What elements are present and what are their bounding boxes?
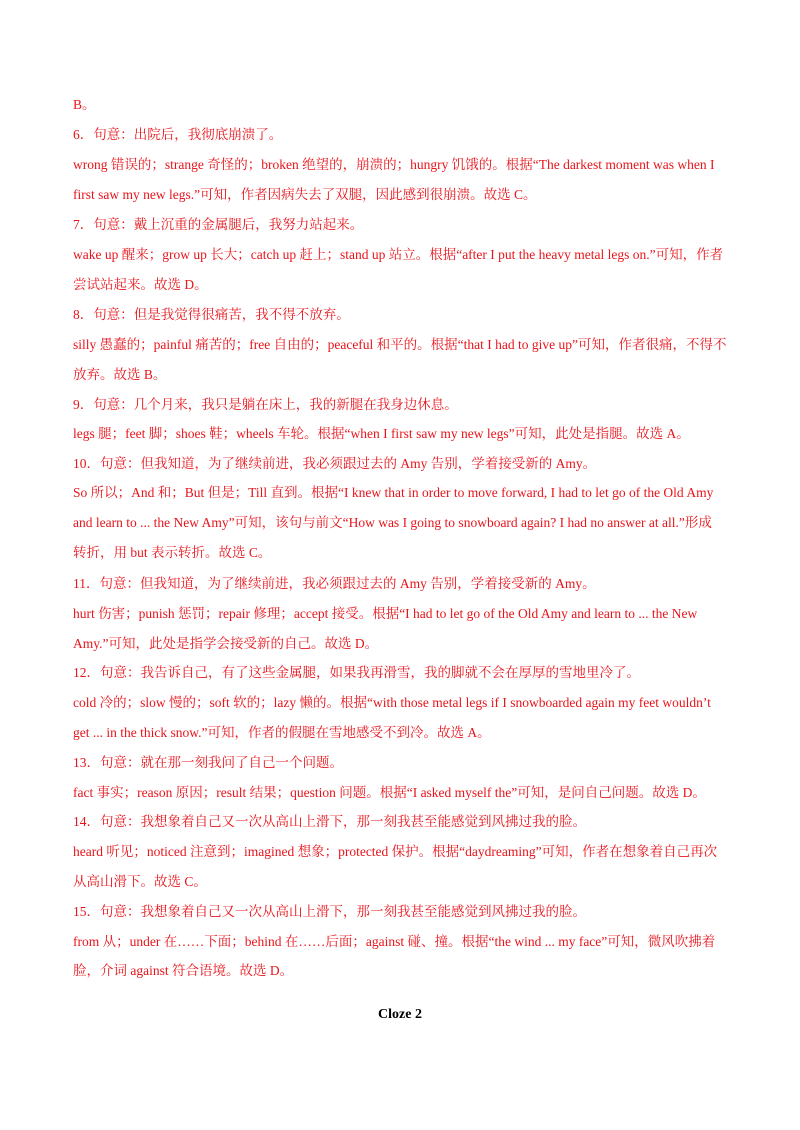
answer-line: fact 事实；reason 原因；result 结果；question 问题。根据“I asked myself the”可知，是问自己问题。故选 D。 [73,785,706,800]
answer-line: 13．句意：就在那一刻我问了自己一个问题。 [73,755,343,770]
answer-line: from 从；under 在……下面；behind 在……后面；against 碰、撞。根据“the wind ... my face”可知，微风吹拂着 [73,934,716,949]
answer-line: 9．句意：几个月来，我只是躺在床上，我的新腿在我身边休息。 [73,397,458,412]
answer-line: 脸，介词 against 符合语境。故选 D。 [73,963,294,978]
answer-line: B。 [73,97,96,112]
answer-line: 转折，用 but 表示转折。故选 C。 [73,545,272,560]
answer-line: 6．句意：出院后，我彻底崩溃了。 [73,127,283,142]
answer-line: 14．句意：我想象着自己又一次从高山上滑下，那一刻我甚至能感觉到风拂过我的脸。 [73,814,586,829]
answer-line: 尝试站起来。故选 D。 [73,277,208,292]
answer-line: 15．句意：我想象着自己又一次从高山上滑下，那一刻我甚至能感觉到风拂过我的脸。 [73,904,586,919]
answer-line: silly 愚蠢的；painful 痛苦的；free 自由的；peaceful 和平的。根据“that I had to give up”可知，作者很痛，不得不 [73,337,727,352]
answer-line: Amy.”可知，此处是指学会接受新的自己。故选 D。 [73,636,379,651]
answer-line: 放弃。故选 B。 [73,367,167,382]
answer-line: 12．句意：我告诉自己，有了这些金属腿，如果我再滑雪，我的脚就不会在厚厚的雪地里冷了。 [73,665,640,680]
answer-line: hurt 伤害；punish 惩罚；repair 修理；accept 接受。根据“I had to let go of the Old Amy and learn to ... the New [73,606,698,621]
answer-line: wake up 醒来；grow up 长大；catch up 赶上；stand up 站立。根据“after I put the heavy metal legs on.”可知，作者 [73,247,724,262]
answer-line: wrong 错误的；strange 奇怪的；broken 绝望的，崩溃的；hungry 饥饿的。根据“The darkest moment was when I [73,157,715,172]
answer-line: legs 腿；feet 脚；shoes 鞋；wheels 车轮。根据“when I first saw my new legs”可知，此处是指腿。故选 A。 [73,426,690,441]
answer-line: cold 冷的；slow 慢的；soft 软的；lazy 懒的。根据“with those metal legs if I snowboarded again my feet wouldn’t [73,695,711,710]
answer-line: get ... in the thick snow.”可知，作者的假腿在雪地感受不到冷。故选 A。 [73,725,491,740]
answer-line: 从高山滑下。故选 C。 [73,874,207,889]
answer-line: first saw my new legs.”可知，作者因病失去了双腿，因此感到很崩溃。故选 C。 [73,187,537,202]
answer-line: 8．句意：但是我觉得很痛苦，我不得不放弃。 [73,307,350,322]
answer-line: heard 听见；noticed 注意到；imagined 想象；protected 保护。根据“daydreaming”可知，作者在想象着自己再次 [73,844,718,859]
answer-line: and learn to ... the New Amy”可知，该句与前文“How was I going to snowboard again? I had no answer at all.”形成 [73,515,712,530]
answer-line: 11．句意：但我知道，为了继续前进，我必须跟过去的 Amy 告别，学着接受新的 Amy。 [73,576,596,591]
answer-line: 7．句意：戴上沉重的金属腿后，我努力站起来。 [73,217,364,232]
answer-line: 10．句意：但我知道，为了继续前进，我必须跟过去的 Amy 告别，学着接受新的 Amy。 [73,456,597,471]
answer-line: So 所以；And 和；But 但是；Till 直到。根据“I knew that in order to move forward, I had to let go of the Old Amy [73,485,714,500]
section-heading: Cloze 2 [378,1007,422,1022]
